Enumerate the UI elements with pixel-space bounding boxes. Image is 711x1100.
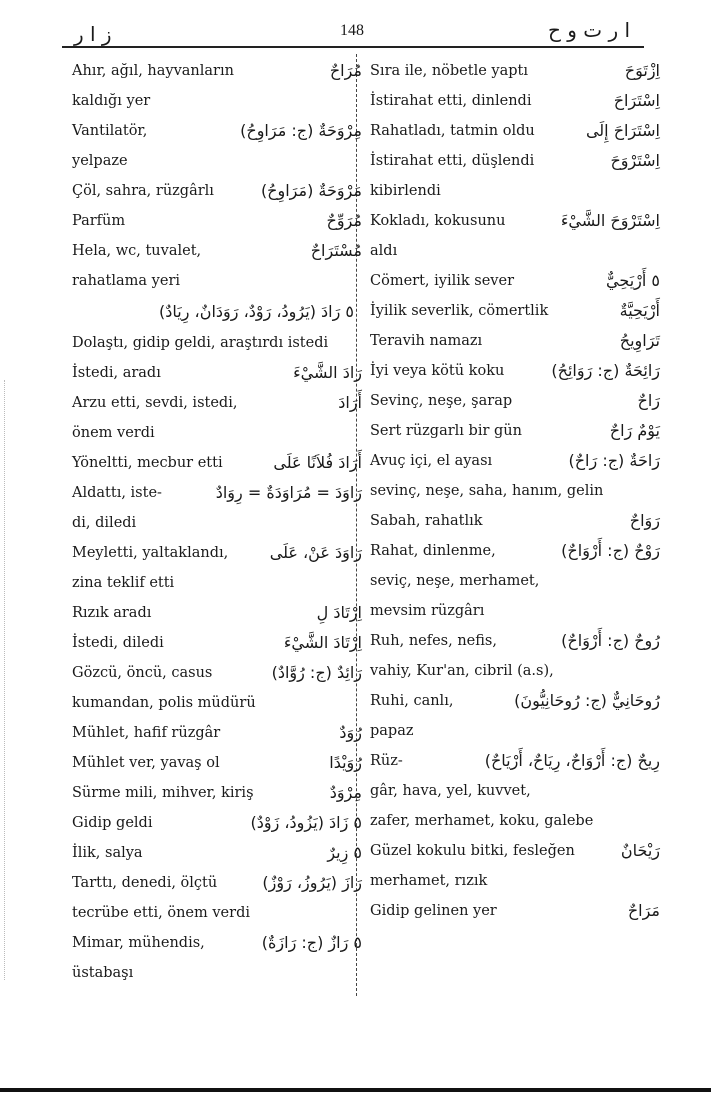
- turkish-meaning: Sürme mili, mihver, kiriş: [72, 785, 254, 801]
- turkish-meaning: kaldığı yer: [72, 93, 151, 109]
- dictionary-entry: [370, 896, 660, 926]
- arabic-headword: يَوْمٌ رَاحٌ: [609, 421, 660, 440]
- turkish-meaning: Ahır, ağıl, hayvanların: [72, 63, 234, 79]
- dictionary-entry: [72, 296, 362, 358]
- dictionary-entry: [370, 326, 660, 356]
- left-column: [72, 56, 362, 988]
- arabic-headword: مِرْوَدٌ: [329, 783, 362, 802]
- dictionary-entry: [370, 296, 660, 326]
- dictionary-entry: [370, 446, 660, 506]
- turkish-meaning: üstabaşı: [72, 965, 134, 981]
- turkish-meaning: Rüz-: [370, 753, 403, 769]
- arabic-headword: اِسْتَرَاحَ: [613, 91, 660, 110]
- turkish-meaning: Kokladı, kokusunu: [370, 213, 506, 229]
- dictionary-entry: [370, 116, 660, 146]
- dictionary-entry: [72, 778, 362, 808]
- turkish-meaning: Gidip geldi: [72, 815, 153, 831]
- turkish-meaning: Arzu etti, sevdi, istedi,: [72, 395, 238, 411]
- arabic-headword: رَاحٌ: [637, 391, 660, 410]
- turkish-meaning: önem verdi: [72, 425, 155, 441]
- arabic-headword: مَرْوَحَةٌ (مَرَاوِحُ): [260, 181, 362, 200]
- turkish-meaning: mevsim rüzgârı: [370, 603, 485, 619]
- turkish-meaning: zafer, merhamet, koku, galebe: [370, 813, 594, 829]
- dictionary-entry: [72, 116, 362, 176]
- dictionary-entry: [72, 868, 362, 928]
- arabic-headword: اِسْتَرَاحَ إِلَى: [585, 121, 660, 140]
- dictionary-entry: [370, 146, 660, 206]
- turkish-meaning: Çöl, sahra, rüzgârlı: [72, 183, 214, 199]
- dictionary-entry: [370, 356, 660, 386]
- turkish-meaning: Ruh, nefes, nefis,: [370, 633, 497, 649]
- dictionary-entry: [370, 686, 660, 746]
- turkish-meaning: yelpaze: [72, 153, 128, 169]
- dictionary-entry: [72, 56, 362, 116]
- turkish-meaning: Meyletti, yaltaklandı,: [72, 545, 229, 561]
- dictionary-entry: [72, 658, 362, 718]
- turkish-meaning: Teravih namazı: [370, 333, 483, 349]
- arabic-headword: ٥ زَادَ (يَزُودُ، زَوْدٌ): [250, 813, 362, 832]
- turkish-meaning: merhamet, rızık: [370, 873, 488, 889]
- arabic-headword: رُوحٌ (ج: أَرْوَاحٌ): [561, 631, 660, 650]
- dictionary-entry: [370, 506, 660, 536]
- dictionary-entry: [72, 236, 362, 296]
- arabic-headword: اِسْتَرْوَحَ: [610, 151, 660, 170]
- turkish-meaning: Gözcü, öncü, casus: [72, 665, 213, 681]
- arabic-headword: رُوَيْدًا: [329, 753, 362, 772]
- turkish-meaning: Parfüm: [72, 213, 126, 229]
- arabic-headword: رُوَدٌ: [339, 723, 362, 742]
- arabic-headword: رَوَاحٌ: [629, 511, 660, 530]
- dictionary-entry: [370, 836, 660, 896]
- turkish-meaning: Mimar, mühendis,: [72, 935, 205, 951]
- dictionary-entry: [72, 628, 362, 658]
- turkish-meaning: Aldattı, iste-: [72, 485, 162, 501]
- dictionary-entry: [72, 176, 362, 206]
- dictionary-entry: [72, 388, 362, 448]
- arabic-headword: مِرْوَحَةٌ (ج: مَرَاوِحُ): [240, 121, 362, 140]
- arabic-headword: رَيْحَانٌ: [620, 841, 660, 860]
- turkish-meaning: Sert rüzgarlı bir gün: [370, 423, 522, 439]
- turkish-meaning: Sıra ile, nöbetle yaptı: [370, 63, 528, 79]
- arabic-headword: مَرَاحٌ: [627, 901, 660, 920]
- arabic-headword: اِزْتَوَحَ: [624, 61, 660, 80]
- turkish-meaning: İyi veya kötü koku: [370, 363, 505, 379]
- turkish-meaning: rahatlama yeri: [72, 273, 181, 289]
- turkish-meaning: Ruhi, canlı,: [370, 693, 454, 709]
- turkish-meaning: İstedi, diledi: [72, 635, 164, 651]
- turkish-meaning: Sevinç, neşe, şarap: [370, 393, 513, 409]
- dictionary-entry: [72, 598, 362, 628]
- arabic-headword: أَرَادَ فُلاَنًا عَلَى: [273, 453, 362, 472]
- arabic-headword: ٥ أَرْيَحِيٌّ: [606, 271, 660, 290]
- arabic-headword: مُسْتَرَاحٌ: [310, 241, 362, 260]
- dictionary-entry: [72, 448, 362, 478]
- turkish-meaning: Rahat, dinlenme,: [370, 543, 496, 559]
- header-rule: [62, 46, 644, 48]
- scan-bottom-edge: [0, 1088, 711, 1092]
- arabic-headword: رَاوَدَ = مُرَاوَدَةٌ = رِوَادٌ: [215, 483, 362, 502]
- arabic-headword: ٥ رَازٌ (ج: رَازَةٌ): [261, 933, 362, 952]
- turkish-meaning: İlik, salya: [72, 845, 143, 861]
- turkish-meaning: sevinç, neşe, saha, hanım, gelin: [370, 483, 604, 499]
- dictionary-entry: [370, 386, 660, 416]
- arabic-headword: اِرْتَادَ الشَّيْءَ: [283, 633, 362, 652]
- turkish-meaning: Güzel kokulu bitki, fesleğen: [370, 843, 575, 859]
- turkish-meaning: gâr, hava, yel, kuvvet,: [370, 783, 531, 799]
- arabic-headword: ٥ زِيرٌ: [327, 843, 362, 862]
- turkish-meaning: İyilik severlik, cömertlik: [370, 303, 549, 319]
- right-column: [370, 56, 660, 926]
- dictionary-entry: [72, 206, 362, 236]
- dictionary-entry: [72, 838, 362, 868]
- scan-edge-marks: [4, 380, 7, 980]
- turkish-meaning: Gidip gelinen yer: [370, 903, 497, 919]
- turkish-meaning: kumandan, polis müdürü: [72, 695, 256, 711]
- dictionary-entry: [370, 206, 660, 266]
- arabic-headword: أَرْيَحِيَّةٌ: [619, 301, 660, 320]
- arabic-headword: تَرَاوِيحُ: [619, 331, 660, 350]
- turkish-meaning: tecrübe etti, önem verdi: [72, 905, 250, 921]
- turkish-meaning: Hela, wc, tuvalet,: [72, 243, 202, 259]
- arabic-headword: رَادَ الشَّيْءَ: [293, 363, 362, 382]
- dictionary-entry: [370, 56, 660, 86]
- arabic-headword: رِيحٌ (ج: أَرْوَاحٌ، رِيَاحٌ، أَرْيَاحٌ): [484, 751, 660, 770]
- turkish-meaning: vahiy, Kur'an, cibril (a.s),: [370, 663, 554, 679]
- header-left-letters: ز ا ر: [74, 22, 112, 46]
- dictionary-entry: [370, 86, 660, 116]
- dictionary-entry: [370, 536, 660, 626]
- arabic-headword: رَاوَدَ عَنْ، عَلَى: [269, 543, 362, 562]
- turkish-meaning: seviç, neşe, merhamet,: [370, 573, 540, 589]
- turkish-meaning: kibirlendi: [370, 183, 441, 199]
- turkish-meaning: Cömert, iyilik sever: [370, 273, 514, 289]
- arabic-headword: رَوْحٌ (ج: أَرْوَاحٌ): [561, 541, 660, 560]
- dictionary-entry: [72, 478, 362, 538]
- dictionary-entry: [370, 626, 660, 686]
- turkish-meaning: Yöneltti, mecbur etti: [72, 455, 223, 471]
- turkish-meaning: papaz: [370, 723, 414, 739]
- arabic-headword: اِرْتَادَ لِ: [316, 603, 362, 622]
- turkish-meaning: Sabah, rahatlık: [370, 513, 483, 529]
- arabic-headword: رَاحَةٌ (ج: رَاحٌ): [568, 451, 660, 470]
- arabic-headword: أَرَادَ: [338, 393, 362, 412]
- turkish-meaning: Mühlet ver, yavaş ol: [72, 755, 220, 771]
- dictionary-entry: [72, 538, 362, 598]
- turkish-meaning: Avuç içi, el ayası: [370, 453, 493, 469]
- arabic-headword: مُرَاحٌ: [329, 61, 362, 80]
- dictionary-entry: [72, 718, 362, 748]
- turkish-meaning: İstirahat etti, düşlendi: [370, 153, 535, 169]
- arabic-headword: اِسْتَرْوَحَ الشَّيْءَ: [560, 211, 660, 230]
- turkish-meaning: İstirahat etti, dinlendi: [370, 93, 532, 109]
- turkish-meaning: Rahatladı, tatmin oldu: [370, 123, 535, 139]
- header-right-letters: ا ر ت و ح: [548, 18, 631, 42]
- arabic-headword: رَائِحَةٌ (ج: رَوَائِحُ): [551, 361, 660, 380]
- dictionary-entry: [72, 928, 362, 988]
- turkish-meaning: Mühlet, hafif rüzgâr: [72, 725, 221, 741]
- page-header: [0, 18, 711, 48]
- dictionary-entry: [72, 808, 362, 838]
- turkish-meaning: di, diledi: [72, 515, 137, 531]
- turkish-meaning: Vantilatör,: [72, 123, 148, 139]
- arabic-headword: رَازَ (يَرُوزُ، رَوْزٌ): [262, 873, 362, 892]
- turkish-meaning: aldı: [370, 243, 398, 259]
- page-number: 148: [340, 22, 364, 39]
- dictionary-entry: [370, 746, 660, 836]
- turkish-meaning: İstedi, aradı: [72, 365, 161, 381]
- dictionary-entry: [370, 416, 660, 446]
- dictionary-entry: [72, 748, 362, 778]
- dictionary-entry: [72, 358, 362, 388]
- turkish-meaning: Tarttı, denedi, ölçtü: [72, 875, 218, 891]
- turkish-meaning: Rızık aradı: [72, 605, 152, 621]
- turkish-meaning: zina teklif etti: [72, 575, 175, 591]
- dictionary-entry: [370, 266, 660, 296]
- turkish-meaning: Dolaştı, gidip geldi, araştırdı istedi: [72, 335, 329, 351]
- arabic-headword: ٥ رَادَ (يَرُودُ، رَوْدٌ، رَوَدَانٌ، رِيَادٌ): [159, 302, 354, 321]
- arabic-headword: رُوحَانِيٌّ (ج: رُوحَانِيُّونَ): [514, 691, 660, 710]
- arabic-headword: مُرَوِّحٌ: [326, 211, 362, 230]
- arabic-headword: رَائِدٌ (ج: رُوَّادٌ): [271, 663, 362, 682]
